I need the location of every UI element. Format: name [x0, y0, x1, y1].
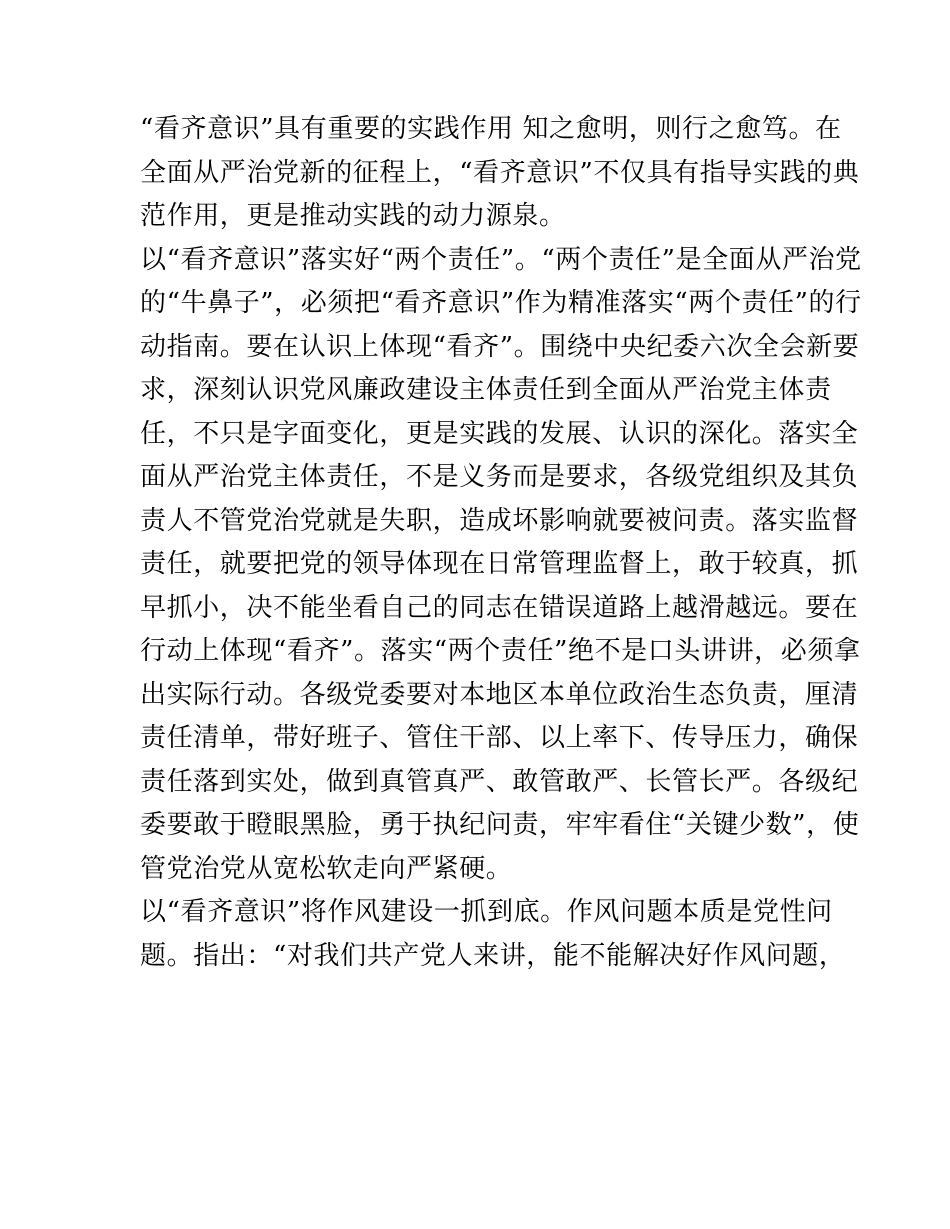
- text-line: 出实际行动。各级党委要对本地区本单位政治生态负责，厘清: [140, 679, 859, 710]
- paragraph-1: [140, 108, 860, 239]
- text-line: 求，深刻认识党风廉政建设主体责任到全面从严治党主体责: [140, 375, 832, 405]
- text-line: 的“牛鼻子”，必须把“看齐意识”作为精准落实“两个责任”的行: [140, 288, 862, 318]
- text-line: 早抓小，决不能坐看自己的同志在错误道路上越滑越远。要在: [140, 592, 859, 623]
- text-line: 责任清单，带好班子、管住干部、以上率下、传导压力，确保: [140, 723, 859, 753]
- text-line: 委要敢于瞪眼黑脸，勇于执纪问责，牢牢看住“关键少数”，使: [140, 810, 860, 840]
- text-line: 面从严治党主体责任，不是义务而是要求，各级党组织及其负: [140, 462, 859, 492]
- text-line: 全面从严治党新的征程上，“看齐意识”不仅具有指导实践的典: [140, 157, 860, 188]
- text-line: 任，不只是字面变化，更是实践的发展、认识的深化。落实全: [140, 418, 859, 449]
- text-line: 范作用，更是推动实践的动力源泉。: [140, 201, 566, 231]
- text-line: 以“看齐意识”落实好“两个责任”。“两个责任”是全面从严治党: [140, 244, 862, 275]
- text-line: 责任落到实处，做到真管真严、敢管敢严、长管长严。各级纪: [140, 766, 859, 797]
- paragraph-3: [140, 891, 846, 978]
- text-line: 以“看齐意识”将作风建设一抓到底。作风问题本质是党性问: [140, 897, 833, 927]
- text-line: 责任，就要把党的领导体现在日常管理监督上，敢于较真，抓: [140, 549, 859, 579]
- document-body: [140, 108, 862, 978]
- text-line: “看齐意识”具有重要的实践作用 知之愈明，则行之愈笃。在: [140, 114, 842, 144]
- text-line: 责人不管党治党就是失职，造成坏影响就要被问责。落实监督: [140, 505, 859, 536]
- text-line: 题。指出：“对我们共产党人来讲，能不能解决好作风问题，: [140, 940, 846, 971]
- text-line: 行动上体现“看齐”。落实“两个责任”绝不是口头讲讲，必须拿: [140, 636, 861, 666]
- paragraph-2: [140, 239, 862, 892]
- text-line: 管党治党从宽松软走向严紧硬。: [140, 853, 513, 884]
- text-line: 动指南。要在认识上体现“看齐”。围绕中央纪委六次全会新要: [140, 331, 860, 362]
